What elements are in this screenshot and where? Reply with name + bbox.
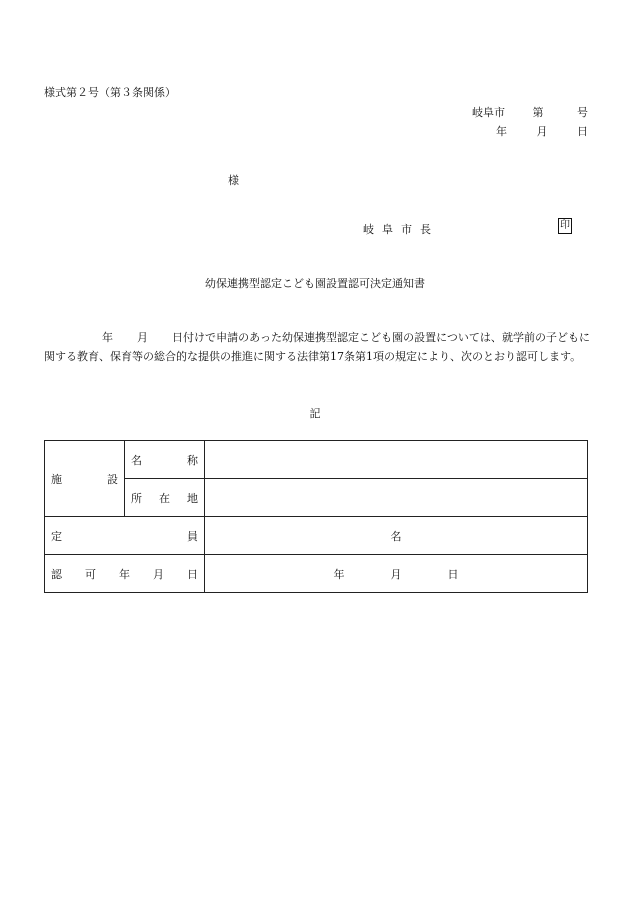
location-label-text: 所 在 地 — [131, 491, 198, 505]
issue-year: 年 — [496, 125, 507, 138]
ref-city: 岐阜市 — [472, 106, 505, 119]
body-month: 月 — [137, 331, 149, 344]
table-row — [45, 441, 588, 479]
document-title: 幼保連携型認定こども園設置認可決定通知書 — [205, 277, 425, 290]
name-label — [125, 441, 205, 479]
table-row — [45, 479, 588, 517]
issuer-title: 岐阜市長 — [363, 223, 439, 236]
ref-dai: 第 — [532, 106, 544, 119]
capacity-value-cell[interactable] — [205, 517, 588, 555]
body-paragraph — [44, 328, 590, 366]
body-text: 日付けで申請のあった幼保連携型認定こども園の設置については、就学前の子どもに関する教育、保育等の総合的な提供の推進に関する法律第17条第1項の規定により、次のとおり認可します。 — [44, 331, 590, 363]
name-label-text: 名 称 — [131, 453, 198, 467]
form-number: 様式第２号（第３条関係） — [44, 86, 176, 99]
facility-label — [45, 441, 125, 517]
table-row — [45, 555, 588, 593]
seal-mark: 印 — [558, 218, 572, 234]
location-label — [125, 479, 205, 517]
name-value-cell[interactable] — [205, 441, 588, 479]
table-row — [45, 517, 588, 555]
details-table — [44, 440, 588, 593]
ki-heading: 記 — [309, 407, 321, 420]
capacity-label — [45, 517, 205, 555]
location-value-cell[interactable] — [205, 479, 588, 517]
issue-day: 日 — [577, 125, 588, 138]
approval-year: 年 — [333, 567, 345, 581]
approval-date-cell[interactable] — [205, 555, 588, 593]
addressee-suffix: 様 — [228, 174, 239, 187]
body-year: 年 — [102, 331, 114, 344]
ref-go: 号 — [577, 106, 588, 119]
approval-date-label-text: 認 可 年 月 日 — [51, 567, 198, 581]
issue-date — [470, 123, 588, 139]
approval-day: 日 — [447, 567, 459, 581]
reference-number — [472, 104, 588, 120]
capacity-unit: 名 — [390, 529, 402, 543]
approval-date-label — [45, 555, 205, 593]
issue-month: 月 — [536, 125, 548, 138]
capacity-label-text: 定 員 — [51, 529, 198, 543]
approval-month: 月 — [390, 567, 402, 581]
facility-label-text: 施 設 — [51, 472, 118, 486]
